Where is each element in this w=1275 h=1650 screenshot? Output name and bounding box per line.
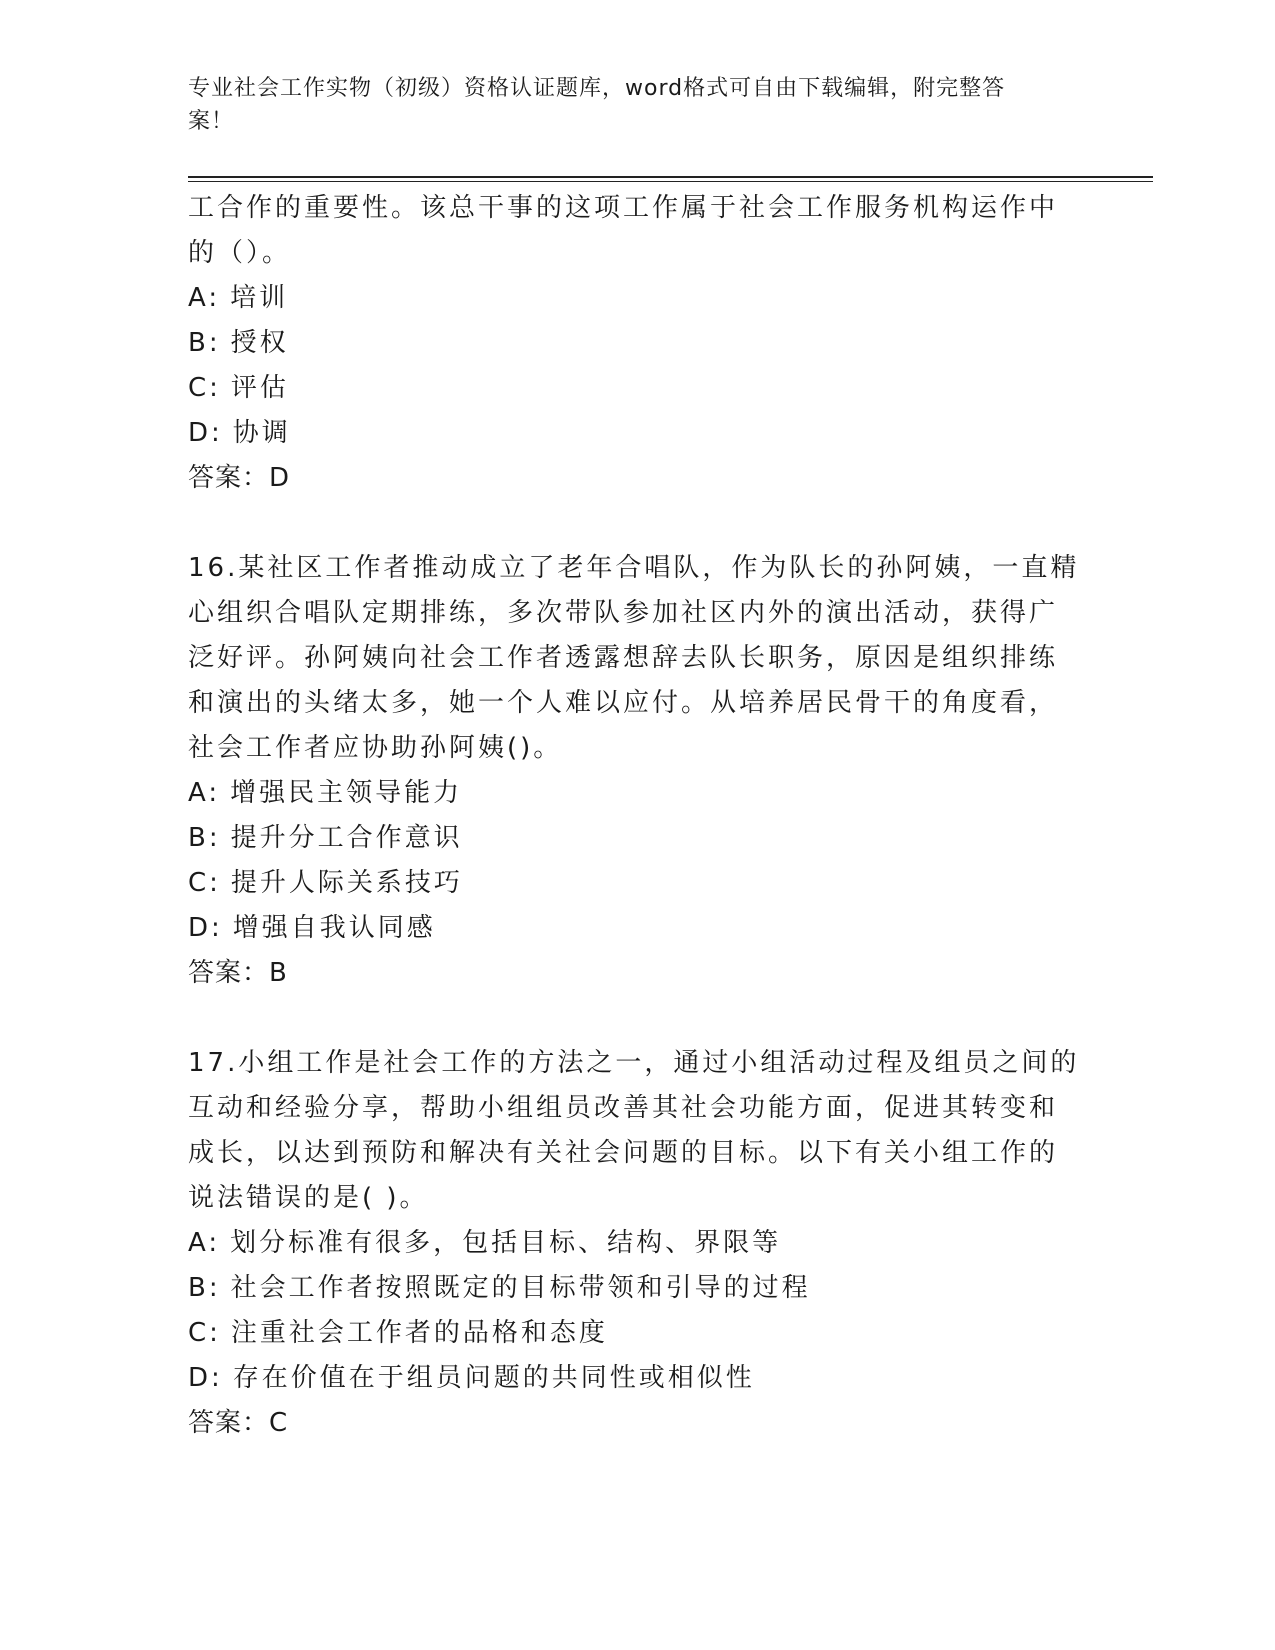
option-key: A:	[188, 778, 221, 808]
option-key: D:	[188, 1363, 223, 1393]
option-text: 社会工作者按照既定的目标带领和引导的过程	[230, 1273, 811, 1303]
option-a	[188, 276, 1088, 321]
option-key: C:	[188, 373, 221, 403]
document-header	[188, 72, 1068, 138]
option-text: 提升分工合作意识	[230, 823, 463, 853]
answer-line: 答案：B	[188, 958, 288, 988]
option-b	[188, 321, 1088, 366]
option-a	[188, 771, 1088, 816]
question-stem-line: 泛好评。孙阿姨向社会工作者透露想辞去队长职务，原因是组织排练	[188, 643, 1059, 673]
option-c	[188, 861, 1088, 906]
option-text: 协调	[232, 418, 291, 448]
option-key: B:	[188, 823, 221, 853]
option-a	[188, 1221, 1088, 1266]
option-key: A:	[188, 283, 221, 313]
option-key: A:	[188, 1228, 221, 1258]
header-divider	[188, 176, 1153, 178]
question-stem-line: 的（）。	[188, 238, 292, 268]
option-b	[188, 816, 1088, 861]
question-stem-line: 16.某社区工作者推动成立了老年合唱队，作为队长的孙阿姨，一直精	[188, 553, 1080, 583]
option-text: 划分标准有很多，包括目标、结构、界限等	[230, 1228, 782, 1258]
header-title-line2: 案！	[188, 109, 235, 134]
option-text: 增强自我认同感	[232, 913, 436, 943]
question-stem-line: 社会工作者应协助孙阿姨()。	[188, 733, 563, 763]
option-c	[188, 1311, 1088, 1356]
option-c	[188, 366, 1088, 411]
option-b	[188, 1266, 1088, 1311]
option-key: D:	[188, 418, 223, 448]
option-key: C:	[188, 868, 221, 898]
question-stem-line: 17.小组工作是社会工作的方法之一，通过小组活动过程及组员之间的	[188, 1048, 1080, 1078]
question-stem-line: 互动和经验分享，帮助小组组员改善其社会功能方面，促进其转变和	[188, 1093, 1059, 1123]
question-stem-line: 成长，以达到预防和解决有关社会问题的目标。以下有关小组工作的	[188, 1138, 1059, 1168]
option-key: D:	[188, 913, 223, 943]
option-text: 培训	[230, 283, 289, 313]
option-key: B:	[188, 328, 221, 358]
answer-line: 答案：D	[188, 463, 291, 493]
option-d	[188, 906, 1088, 951]
document-body	[188, 186, 1088, 1446]
answer-line: 答案：C	[188, 1408, 289, 1438]
option-text: 注重社会工作者的品格和态度	[230, 1318, 608, 1348]
option-d	[188, 1356, 1088, 1401]
option-text: 存在价值在于组员问题的共同性或相似性	[232, 1363, 755, 1393]
option-d	[188, 411, 1088, 456]
question-15	[188, 186, 1088, 501]
question-17	[188, 1041, 1088, 1446]
option-text: 授权	[230, 328, 289, 358]
option-key: B:	[188, 1273, 221, 1303]
question-stem-line: 和演出的头绪太多，她一个人难以应付。从培养居民骨干的角度看，	[188, 688, 1059, 718]
option-text: 增强民主领导能力	[230, 778, 463, 808]
header-divider-thin	[188, 181, 1153, 182]
option-text: 评估	[230, 373, 289, 403]
option-key: C:	[188, 1318, 221, 1348]
option-text: 提升人际关系技巧	[230, 868, 463, 898]
question-spacer	[188, 501, 1088, 546]
question-stem-line: 工合作的重要性。该总干事的这项工作属于社会工作服务机构运作中	[188, 193, 1059, 223]
question-stem-line: 说法错误的是( )。	[188, 1183, 429, 1213]
header-title-line1: 专业社会工作实物（初级）资格认证题库，word格式可自由下载编辑，附完整答	[188, 76, 1006, 101]
question-16	[188, 546, 1088, 996]
question-stem-line: 心组织合唱队定期排练，多次带队参加社区内外的演出活动，获得广	[188, 598, 1059, 628]
question-spacer	[188, 996, 1088, 1041]
